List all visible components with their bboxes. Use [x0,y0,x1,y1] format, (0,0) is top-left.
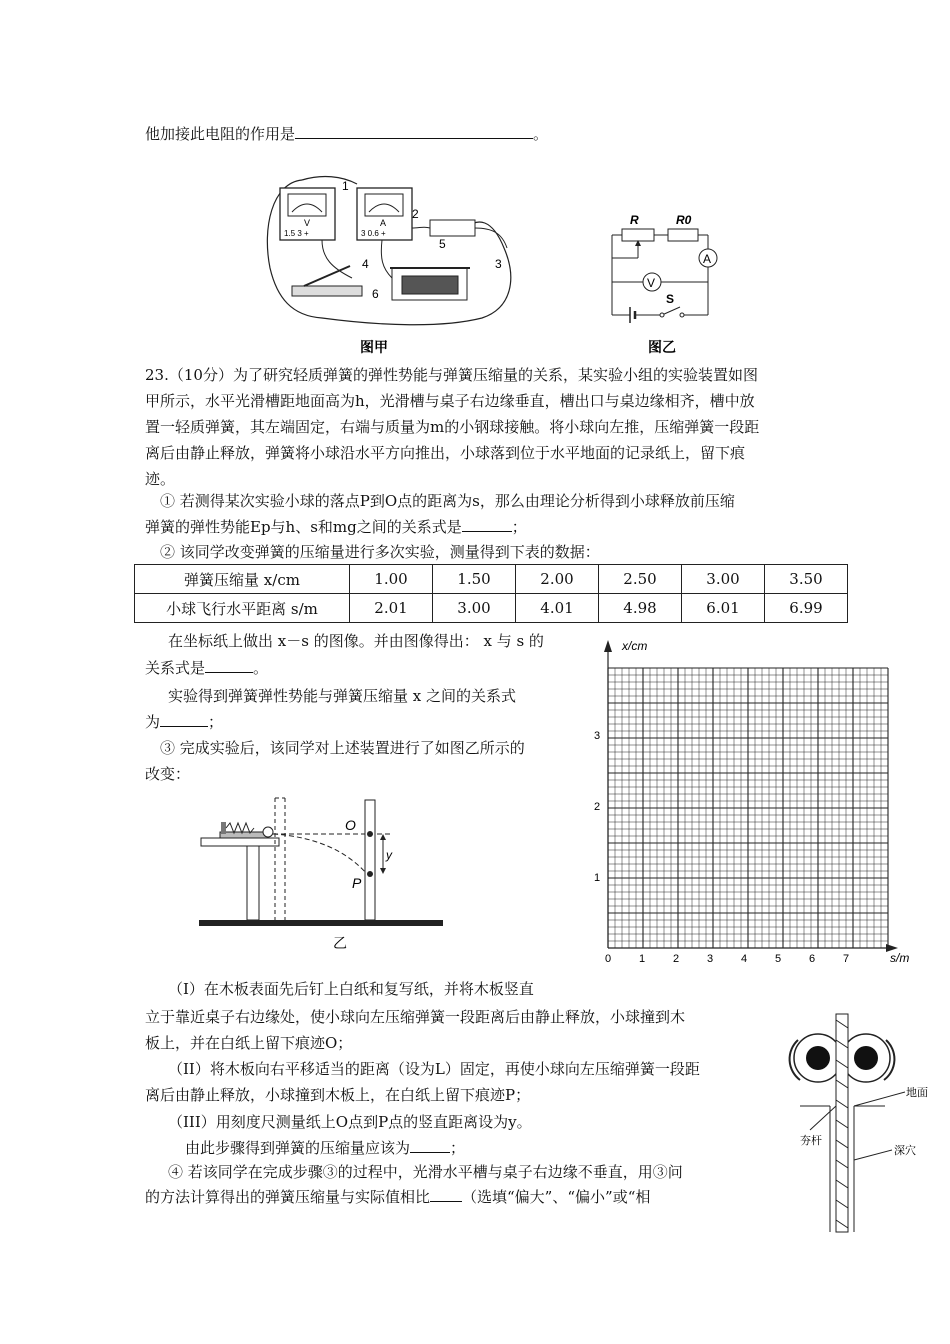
q23-part1-line2: 弹簧的弹性势能Ep与h、s和mg之间的关系式是 ； [145,518,527,536]
q23-line-4: 离后由静止释放，弹簧将小球沿水平方向推出，小球落到位于水平地面的记录纸上，留下痕 [145,444,746,462]
x-tick-label: 5 [775,953,782,965]
x-tick-label: 1 [639,953,646,965]
top-line: 他加接此电阻的作用是 。 [145,125,549,143]
answer-blank[interactable] [160,712,208,727]
svg-text:1: 1 [342,179,349,193]
q23-line-2: 甲所示，水平光滑槽距地面高为h，光滑槽与桌子右边缘垂直，槽出口与桌边缘相齐，槽中放 [145,392,755,410]
x-tick-label: 7 [843,953,850,965]
answer-blank[interactable] [410,1138,450,1153]
q23-line-5: 迹。 [145,470,176,488]
x-tick-label: 0 [605,953,612,965]
step-1c: 板上，并在白纸上留下痕迹O； [145,1034,353,1052]
x-axis-label: s/m [890,951,910,965]
answer-blank[interactable] [430,1187,462,1202]
x-tick-label: 6 [809,953,816,965]
svg-text:P: P [352,875,362,891]
svg-text:3: 3 [495,257,502,271]
svg-text:y: y [386,848,392,862]
resistor-r [622,229,654,241]
left-text-1: 在坐标纸上做出 x－s 的图像。并由图像得出： x 与 s 的 [168,632,544,650]
svg-text:地面: 地面 [906,1087,928,1099]
y-tick-label: 3 [594,730,601,742]
svg-text:R: R [630,213,639,227]
svg-text:V: V [304,218,311,228]
svg-text:O: O [345,817,356,833]
board [365,800,375,920]
left-text-4: 为 ； [145,713,224,731]
step-2b: 离后由静止释放，小球撞到木板上，在白纸上留下痕迹P； [145,1086,531,1104]
step-3: （III）用刻度尺测量纸上O点到P点的竖直距离设为y。 [168,1113,532,1131]
caption-yi: 图乙 [648,339,676,355]
svg-text:A: A [380,218,387,228]
svg-text:R0: R0 [676,213,692,227]
svg-text:3 0.6 +: 3 0.6 + [361,229,386,238]
ball [263,827,273,837]
left-text-3: 实验得到弹簧弹性势能与弹簧压缩量 x 之间的关系式 [168,687,516,705]
y-axis-label: x/cm [622,639,648,653]
y-tick-label: 1 [594,872,601,884]
left-text-2: 关系式是 。 [145,659,269,677]
q23-part1-line1: ① 若测得某次实验小球的落点P到O点的距离为s，那么由理论分析得到小球释放前压缩 [160,492,735,510]
left-text-6: 改变： [145,765,191,783]
top-line-text: 他加接此电阻的作用是 [145,125,296,143]
x-tick-label: 2 [673,953,680,965]
step-1b: 立于靠近桌子右边缘处，使小球向左压缩弹簧一段距离后由静止释放，小球撞到木 [145,1008,686,1026]
q23-part2: ② 该同学改变弹簧的压缩量进行多次实验，测量得到下表的数据： [160,543,600,561]
svg-text:1.5 3 +: 1.5 3 + [284,229,309,238]
caption-jia: 图甲 [360,339,388,355]
switch [292,286,362,296]
q23-line-1: 23.（10分）为了研究轻质弹簧的弹性势能与弹簧压缩量的关系，某实验小组的实验装置如图 [145,366,758,384]
svg-text:5: 5 [439,237,446,251]
left-text-5: ③ 完成实验后，该同学对上述装置进行了如图乙所示的 [160,739,525,757]
svg-text:6: 6 [372,287,379,301]
table-row: 弹簧压缩量 x/cm 1.00 1.50 2.00 2.50 3.00 3.50 [135,565,848,594]
figure-yi-setup [195,796,450,956]
svg-text:S: S [666,292,675,306]
step-4: 由此步骤得到弹簧的压缩量应该为 ； [185,1139,466,1157]
svg-text:4: 4 [362,257,369,271]
step-2a: （II）将木板向右平移适当的距离（设为L）固定，再使小球向左压缩弹簧一段距 [168,1060,700,1078]
svg-text:A: A [703,252,712,266]
answer-blank[interactable] [205,658,253,673]
q23-line-3: 置一轻质弹簧，其左端固定，右端与质量为m的小钢球接触。将小球向左推，压缩弹簧一段距 [145,418,760,436]
x-tick-label: 3 [707,953,714,965]
answer-blank[interactable] [462,517,512,532]
table-row: 小球飞行水平距离 s/m 2.01 3.00 4.01 4.98 6.01 6.99 [135,594,848,623]
data-table [134,564,848,623]
svg-text:夯杆: 夯杆 [800,1135,822,1147]
step-1a: （I）在木板表面先后钉上白纸和复写纸，并将木板竖直 [168,980,534,998]
figure-jia [262,168,522,358]
step-5b: 的方法计算得出的弹簧压缩量与实际值相比 （选填“偏大”、“偏小”或“相 [145,1188,651,1206]
figure-rammer [770,1010,945,1235]
grid-lines [608,668,888,948]
resistor-r0 [668,229,698,241]
x-tick-label: 4 [741,953,748,965]
svg-text:2: 2 [412,207,419,221]
step-5a: ④ 若该同学在完成步骤③的过程中，光滑水平槽与桌子右边缘不垂直，用③问 [168,1163,683,1181]
caption-yi-setup: 乙 [333,935,347,951]
svg-text:深穴: 深穴 [894,1145,916,1157]
grid-paper [588,636,918,968]
svg-text:V: V [647,276,656,290]
figure-yi-circuit [600,210,725,358]
resistor-box [430,220,475,236]
answer-blank[interactable] [295,124,533,139]
y-tick-label: 2 [594,801,601,813]
